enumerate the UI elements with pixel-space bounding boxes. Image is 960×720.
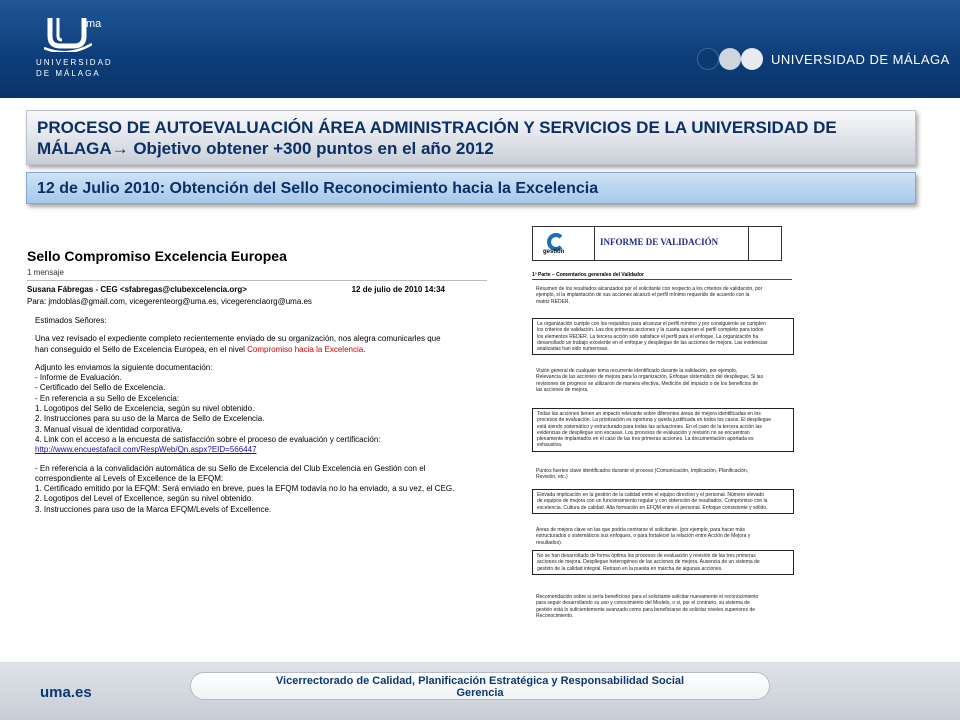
arrow-right-icon: →: [111, 139, 129, 158]
report-line: Puntos fuertes clave identificados durante el proceso (Comunicación, Implicación, Planificación,: [536, 468, 749, 474]
university-name: UNIVERSIDAD DE MÁLAGA: [771, 52, 950, 67]
report-line: desarrollado un trabajo excelente en el enfoque y despliegue de las acciones de mejora. Las evidencias: [537, 339, 768, 346]
doc-item: - Certificado del Sello de Excelencia.: [35, 383, 166, 393]
logo-line1: UNIVERSIDAD: [36, 58, 113, 67]
report-line: acciones de mejora. Despliegue heterogéneo de las acciones de mejora. Ausencia de un sistema de: [537, 559, 760, 566]
report-line: plenamente implantados en el caso de las tres primeras acciones. La documentación aportada es: [537, 436, 754, 443]
report-line: Resumen de los resultados alcanzados por el solicitante con respecto a los criterios de validación, por: [536, 286, 763, 292]
report-prompt: [532, 592, 794, 621]
email-body: [35, 316, 455, 515]
logo-line2: DE MÁLAGA: [36, 69, 101, 78]
report-line: estructurados o sistemáticos sus enfoques, o para fortalecer la relación entre Acción de Mejora y: [536, 533, 751, 540]
title-goal: Objetivo obtener +300 puntos en el año 2012: [128, 139, 494, 158]
validator-comment: [532, 318, 794, 355]
title-main: PROCESO DE AUTOEVALUACIÓN ÁREA ADMINISTRACIÓN Y SERVICIOS DE LA UNIVERSIDAD DE MÁLAGA: [37, 118, 837, 158]
logo-suffix: ma: [86, 18, 102, 30]
report-line: para seguir desarrollando su uso y conocimiento del Modelo, o si, por el contrario, su sistema de: [536, 600, 750, 607]
report-line: Elevada implicación en la gestión de la calidad entre el equipo directivo y el personal. Número elevado: [537, 492, 765, 498]
report-line: procesos de evaluación. La priorización es oportuna y queda justificada en todos los casos. El despliegue: [537, 417, 772, 424]
report-line: Áreas de mejora clave en las que podría centrarse el solicitante. (por ejemplo, para hacer más: [536, 527, 745, 533]
validator-comment: [532, 408, 794, 452]
report-line: revisiones de progreso se utilizaron de manera efectiva, Medición del impacto o de los beneficios de: [536, 380, 759, 387]
footer: [0, 662, 960, 720]
report-line: matriz REDER.: [536, 298, 570, 305]
gestion-logo: [533, 227, 595, 260]
efqm-item: 3. Instrucciones para uso de la Marca EFQM/Levels of Excellence.: [35, 504, 272, 514]
footer-line1: Vicerrectorado de Calidad, Planificación Estratégica y Responsabilidad Social: [275, 675, 685, 687]
brand-circle-dark: [697, 48, 719, 70]
report-line: exhaustiva.: [537, 442, 563, 449]
report-line: No se han desarrollado de forma óptima los procesos de evaluación y revisión de las tres primeras: [537, 553, 756, 559]
efqm-item: - En referencia a la convalidación automática de su Sello de Excelencia del Club Excelencia en Gestión con el correspondiente al Levels of Excellence de la EFQM:: [35, 463, 426, 483]
report-prompt: [532, 366, 794, 395]
report-line: resultados).: [536, 539, 563, 546]
report-line: gestión de la calidad integral. Retraso en la puesta en marcha de algunas acciones.: [537, 565, 723, 572]
email-date: 12 de julio de 2010 14:34: [351, 285, 445, 294]
report-line: excelencia. Cultura de calidad. Alta formación en EFQM entre el personal. Enfoque consistente y sólido.: [537, 504, 768, 511]
doc-item: - En referencia a su Sello de Excelencia:: [35, 393, 180, 403]
divider: [532, 279, 792, 280]
uma-logo[interactable]: [36, 14, 113, 84]
uma-logo-icon: [44, 14, 92, 52]
email-sender: Susana Fábregas - CEG <sfabregas@clubexcelencia.org>: [27, 285, 247, 294]
email-subject: Sello Compromiso Excelencia Europea: [27, 248, 287, 264]
report-line: ejemplo, si la implantación de sus acciones alcanzó el perfil mínimo requerido de acuerdo con la: [536, 292, 750, 299]
paragraph-award: Una vez revisado el expediente completo recientemente enviado de su organización, nos alegra comunicarles que han conseguido el Sello de Excelencia Europea, en el nivel Compromiso hacia la Excelencia.: [35, 334, 441, 354]
report-line: está siendo sistemático y estructurado para todas las actuaciones. En el caso de la tercera acción las: [537, 423, 762, 430]
doc-item: - Informe de Evaluación.: [35, 373, 122, 383]
validation-report: [522, 226, 807, 626]
report-title: INFORME DE VALIDACIÓN: [595, 227, 749, 260]
report-line: Revisión, etc.): [536, 474, 568, 481]
email-message: [27, 248, 487, 515]
report-line: las acciones de mejora.: [536, 386, 589, 393]
report-line: Reconocimiento.: [536, 612, 574, 619]
report-line: La organización cumple con los requisitos para alcanzar el perfil mínimo y por consiguiente se cumplen: [537, 321, 766, 327]
report-line: de equipos de mejora con un funcionamiento regular y con obtención de resultados. Compromiso con la: [537, 498, 768, 505]
report-line: Visión general de cualquier tema recurrente identificado durante la validación, por ejemplo,: [536, 368, 738, 374]
report-line: Relevancia de las acciones de mejora para la organización, Enfoque sistemático del despliegue, Si las: [536, 374, 764, 381]
report-part-title: 1ª Parte – Comentarios generales del Validador: [532, 272, 644, 278]
report-line: los criterios de validación. Las dos primeras acciones y la cuarta superan el perfil completo para todos: [537, 327, 764, 334]
footer-site-link[interactable]: uma.es: [40, 684, 92, 701]
email-header-row: [27, 285, 487, 296]
efqm-item: 2. Logotipos del Level of Excellence, según su nivel obtenido.: [35, 494, 254, 504]
doc-item: 2. Instrucciones para su uso de la Marca de Sello de Excelencia.: [35, 414, 265, 424]
report-line: los elementos REDER. La tercera acción sólo satisface el perfil para el enfoque. La organización ha: [537, 333, 759, 340]
survey-link[interactable]: http://www.encuestafacil.com/RespWeb/Qn.aspx?EID=566447: [35, 445, 257, 455]
report-prompt: [532, 466, 794, 483]
validator-comment: [532, 550, 794, 575]
report-line: analizadas han sido numerosas.: [537, 346, 609, 353]
divider: [27, 280, 487, 281]
docs-intro: Adjunto les enviamos la siguiente documentación:: [35, 362, 213, 372]
page-subtitle: 12 de Julio 2010: Obtención del Sello Reconocimiento hacia la Excelencia: [26, 172, 916, 204]
brand-circle-light: [719, 48, 741, 70]
email-recipients: Para: jmdoblas@gmail.com, vicegerenteorg@uma.es, vicegerenciaorg@uma.es: [27, 297, 312, 306]
page-title: [26, 110, 916, 165]
header-band: [0, 0, 960, 98]
report-prompt: [532, 525, 794, 548]
validator-comment: [532, 489, 794, 514]
award-level: Compromiso hacia la Excelencia: [247, 344, 364, 354]
brand-circle-lighter: [741, 48, 763, 70]
doc-item: 4. Link con el acceso a la encuesta de satisfacción sobre el proceso de evaluación y certificación:: [35, 434, 381, 444]
report-line: Todas las acciones tienen un impacto relevante sobre diferentes áreas de mejora identificadas en los: [537, 411, 761, 417]
footer-department: [190, 672, 770, 700]
doc-item: 3. Manual visual de identidad corporativa.: [35, 424, 183, 434]
report-prompt: [532, 284, 794, 307]
report-line: gestión está lo suficientemente avanzado como para beneficiarse de solicitar niveles superiores de: [536, 606, 756, 613]
footer-line2: Gerencia: [456, 687, 504, 699]
gestion-logo-text: gestión: [543, 249, 565, 255]
greeting: Estimados Señores:: [35, 316, 107, 325]
report-line: Recomendación sobre si sería beneficioso para el solicitante solicitar nuevamente el reconocimiento: [536, 594, 759, 600]
efqm-item: 1. Certificado emitido por la EFQM: Será enviado en breve, pues la EFQM todavía no lo ha enviado, a su vez, el CEG.: [35, 484, 455, 494]
report-line: evidencias de despliegue son escasas. Los procesos de evaluación y revisión no se encuentran: [537, 429, 750, 436]
report-header: [532, 226, 782, 261]
message-count: 1 mensaje: [27, 268, 64, 277]
doc-item: 1. Logotipos del Sello de Excelencia, según su nivel obtenido.: [35, 404, 255, 414]
